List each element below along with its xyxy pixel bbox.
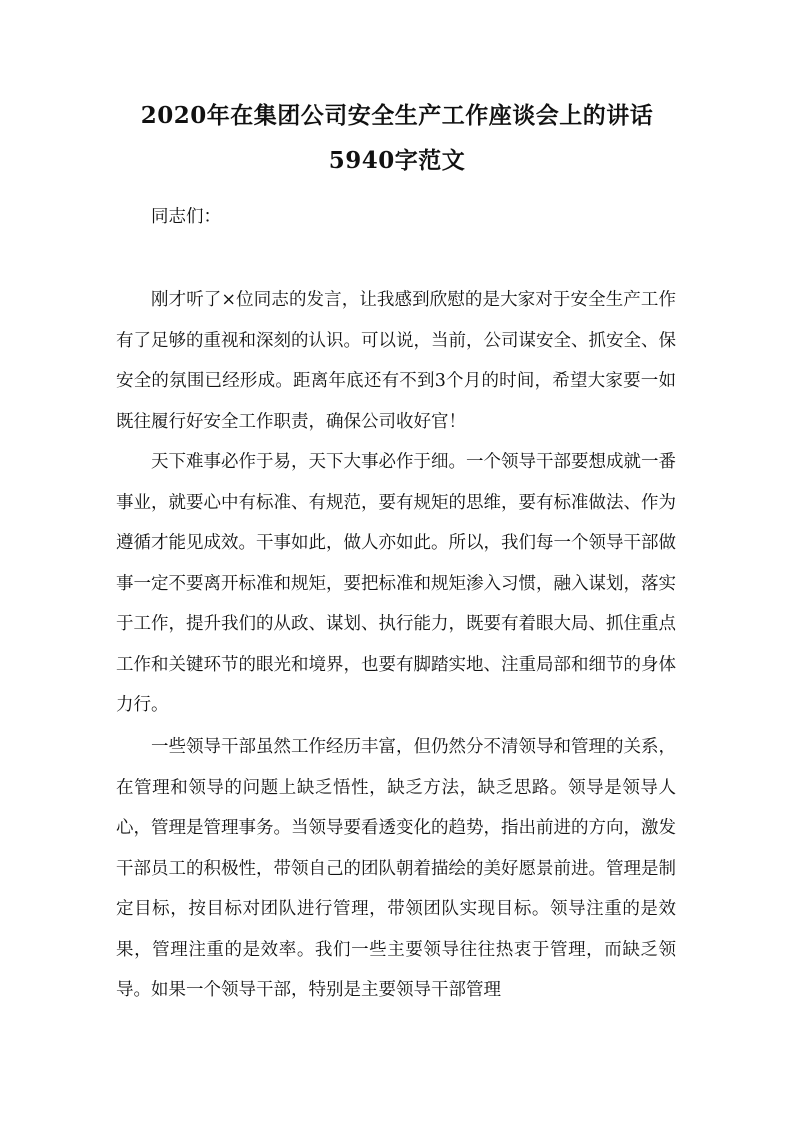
paragraph: 一些领导干部虽然工作经历丰富，但仍然分不清领导和管理的关系，在管理和领导的问题上缺乏悟性，缺乏方法，缺乏思路。领导是领导人心，管理是管理事务。当领导要看透变化的趋势，指出前进的方向，激发干部员工的积极性，带领自己的团队朝着描绘的美好愿景前进。管理是制定目标，按目标对团队进行管理，带领团队实现目标。领导注重的是效果，管理注重的是效率。我们一些主要领导往往热衷于管理，而缺乏领导。如果一个领导干部，特别是主要领导干部管理 [116, 737, 676, 1000]
document-title-line-2: 5940字范文 [328, 147, 466, 174]
document-title-line-1: 2020年在集团公司安全生产工作座谈会上的讲话 [140, 102, 654, 129]
paragraph: 天下难事必作于易，天下大事必作于细。一个领导干部要想成就一番事业，就要心中有标准、有规范，要有规矩的思维，要有标准做法、作为遵循才能见成效。干事如此，做人亦如此。所以，我们每一个领导干部做事一定不要离开标准和规矩，要把标准和规矩渗入习惯，融入谋划，落实于工作，提升我们的从政、谋划、执行能力，既要有着眼大局、抓住重点工作和关键环节的眼光和境界，也要有脚踏实地、注重局部和细节的身体力行。 [116, 452, 676, 715]
salutation: 同志们： [151, 207, 221, 227]
paragraph: 刚才听了×位同志的发言，让我感到欣慰的是大家对于安全生产工作有了足够的重视和深刻的认识。可以说，当前，公司谋安全、抓安全、保安全的氛围已经形成。距离年底还有不到3个月的时间，希望大家要一如既往履行好安全工作职责，确保公司收好官！ [116, 290, 676, 432]
